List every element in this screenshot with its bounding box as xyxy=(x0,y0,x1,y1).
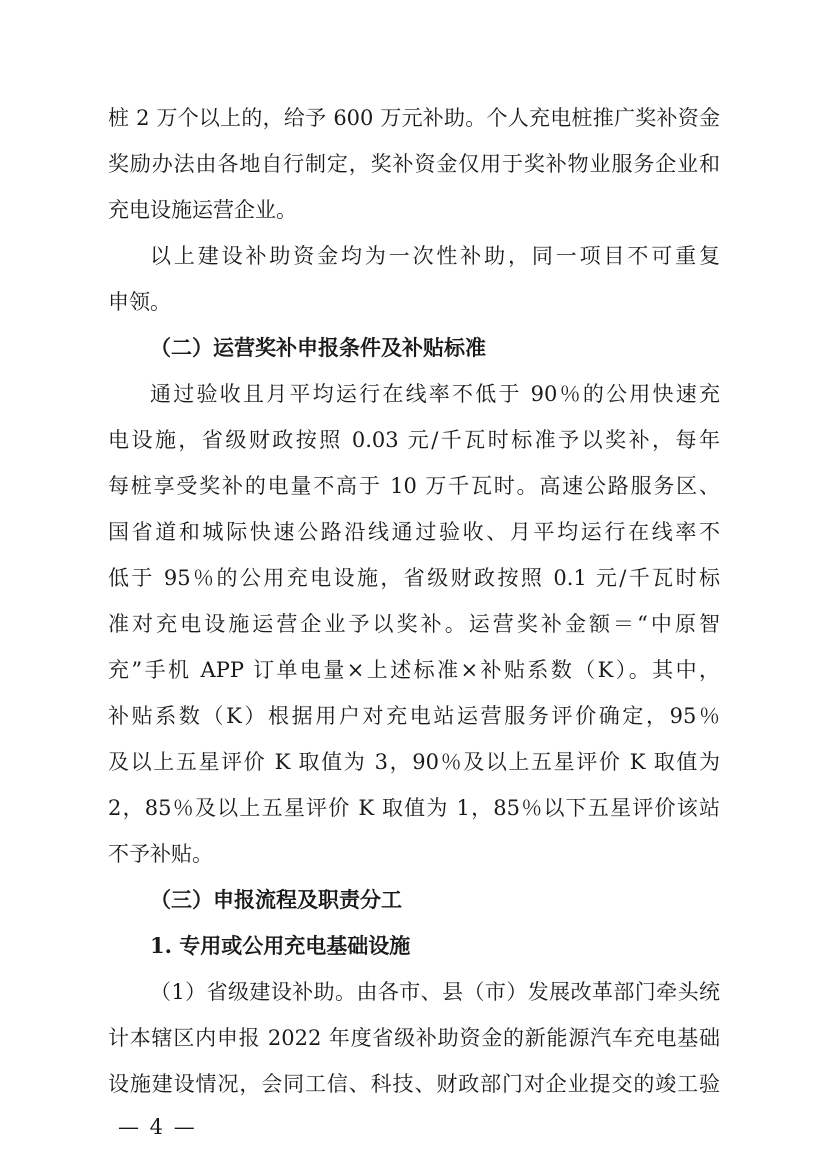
paragraph-line: 通过验收且月平均运行在线率不低于 90％的公用快速充 xyxy=(150,382,720,406)
section-heading: （二）运营奖补申报条件及补贴标准 xyxy=(150,335,486,360)
paragraph-line: 充”手机 APP 订单电量×上述标准×补贴系数（K）。其中， xyxy=(108,658,720,682)
paragraph-line: 奖励办法由各地自行制定，奖补资金仅用于奖补物业服务企业和 xyxy=(108,152,720,176)
paragraph-line: 国省道和城际快速公路沿线通过验收、月平均运行在线率不 xyxy=(108,520,720,544)
paragraph-line: 申领。 xyxy=(108,290,171,314)
paragraph-line: 桩 2 万个以上的，给予 600 万元补助。个人充电桩推广奖补资金 xyxy=(108,106,720,130)
paragraph-line: 低于 95％的公用充电设施，省级财政按照 0.1 元/千瓦时标 xyxy=(108,566,720,590)
paragraph-line: 电设施，省级财政按照 0.03 元/千瓦时标准予以奖补，每年 xyxy=(108,428,720,452)
paragraph-line: 以上建设补助资金均为一次性补助，同一项目不可重复 xyxy=(150,244,720,268)
paragraph-line: 2，85％及以上五星评价 K 取值为 1，85％以下五星评价该站 xyxy=(108,796,720,820)
paragraph-line: 及以上五星评价 K 取值为 3，90％及以上五星评价 K 取值为 xyxy=(108,750,720,774)
paragraph-line: 充电设施运营企业。 xyxy=(108,198,297,222)
paragraph-line: 准对充电设施运营企业予以奖补。运营奖补金额＝“中原智 xyxy=(108,612,720,636)
paragraph-line: （1）省级建设补助。由各市、县（市）发展改革部门牵头统 xyxy=(150,980,720,1004)
paragraph-line: 设施建设情况，会同工信、科技、财政部门对企业提交的竣工验 xyxy=(108,1072,720,1096)
subsection-heading: 1. 专用或公用充电基础设施 xyxy=(150,933,411,958)
paragraph-line: 计本辖区内申报 2022 年度省级补助资金的新能源汽车充电基础 xyxy=(108,1026,720,1050)
page-number: — 4 — xyxy=(118,1115,197,1139)
paragraph-line: 每桩享受奖补的电量不高于 10 万千瓦时。高速公路服务区、 xyxy=(108,474,720,498)
paragraph-line: 不予补贴。 xyxy=(108,842,213,866)
section-heading: （三）申报流程及职责分工 xyxy=(150,887,402,912)
paragraph-line: 补贴系数（K）根据用户对充电站运营服务评价确定，95％ xyxy=(108,704,720,728)
